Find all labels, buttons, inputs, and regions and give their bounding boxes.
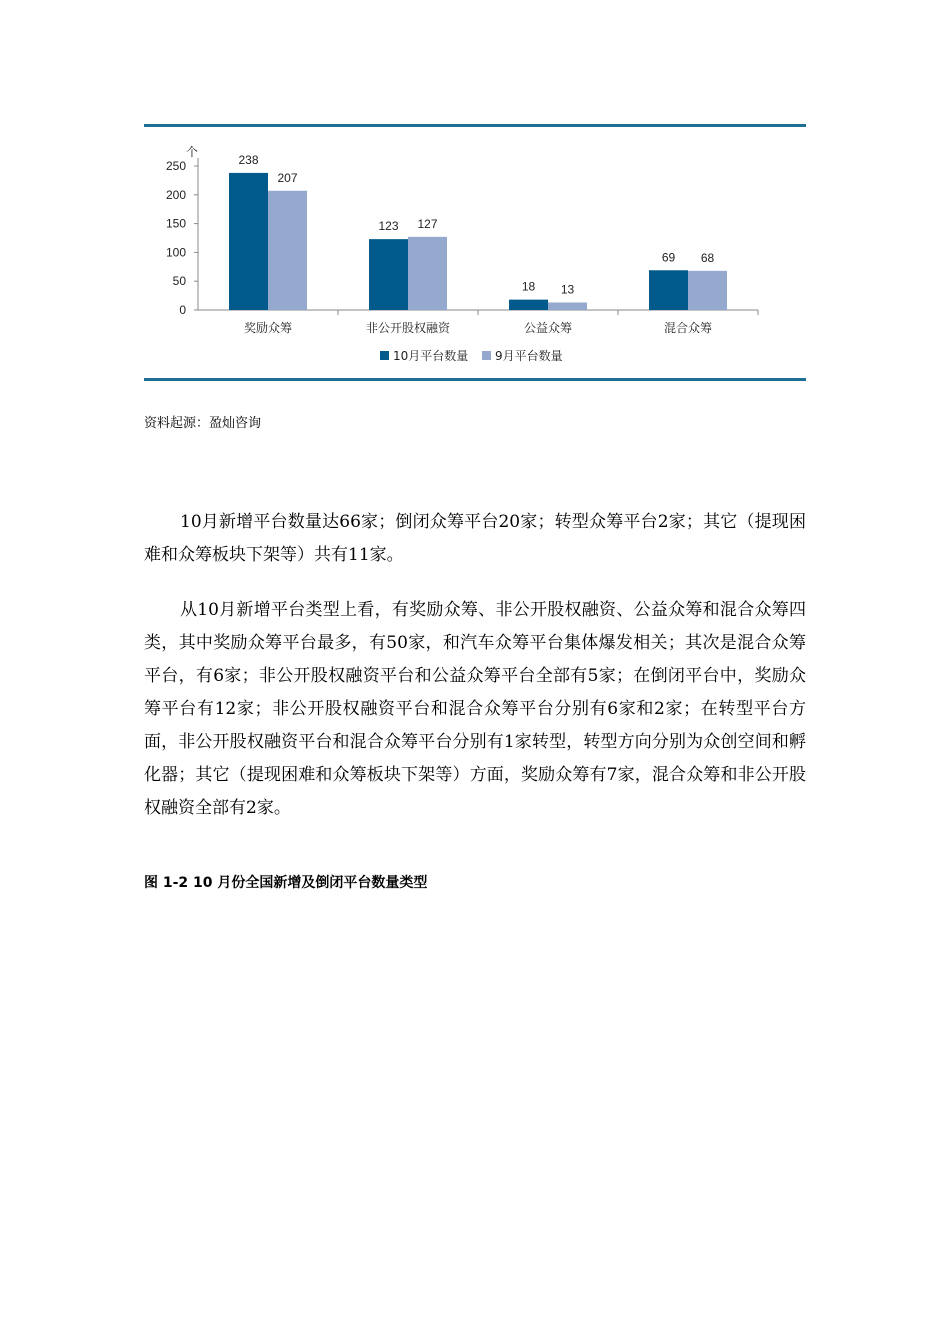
bar-sep [268, 191, 307, 310]
bar-oct [509, 300, 548, 310]
data-label: 68 [700, 250, 715, 265]
bar-sep [688, 271, 727, 310]
data-label: 69 [661, 250, 676, 265]
y-tick-label: 50 [172, 274, 186, 289]
source-note: 资料起源：盈灿咨询 [144, 416, 262, 431]
y-tick-label: 250 [165, 159, 186, 173]
category-label: 公益众筹 [523, 321, 573, 335]
y-unit-label: 个 [186, 145, 199, 159]
chart-top-rule [144, 124, 806, 127]
y-tick-label: 100 [165, 245, 186, 260]
category-label: 混合众筹 [663, 321, 713, 335]
bar-oct [649, 270, 688, 310]
y-tick-label: 200 [165, 187, 186, 202]
data-label: 18 [521, 279, 536, 294]
y-tick-label: 0 [179, 303, 186, 317]
y-tick-label: 150 [165, 216, 186, 231]
bar-sep [548, 303, 587, 310]
paragraph-1: 10月新增平台数量达66家；倒闭众筹平台20家；转型众筹平台2家；其它（提现困难和众筹板块下架等）共有11家。 [144, 512, 806, 565]
bar-sep [408, 237, 447, 310]
data-label: 13 [560, 282, 575, 297]
data-label: 238 [238, 152, 259, 167]
legend-label: 10月平台数量 [393, 349, 469, 363]
data-label: 127 [417, 216, 438, 231]
figure-caption: 图 1-2 10 月份全国新增及倒闭平台数量类型 [144, 875, 428, 891]
data-label: 123 [378, 219, 399, 234]
paragraph-2: 从10月新增平台类型上看，有奖励众筹、非公开股权融资、公益众筹和混合众筹四类，其中奖励众筹平台最多，有50家，和汽车众筹平台集体爆发相关；其次是混合众筹平台，有6家；非公开股权融资平台和公益众筹平台全部有5家；在倒闭平台中，奖励众筹平台有12家；非公开股权融资平台和混合众筹平台分别有6家和2家；在转型平台方面，非公开股权融资平台和混合众筹平台分别有1家转型，转型方向分别为众创空间和孵化器；其它（提现困难和众筹板块下架等）方面，奖励众筹有7家，混合众筹和非公开股权融资全部有2家。 [144, 600, 806, 818]
legend-swatch [380, 351, 389, 360]
category-label: 奖励众筹 [243, 321, 293, 335]
bar-chart [144, 130, 806, 378]
legend-swatch [482, 351, 491, 360]
bar-chart-svg [144, 130, 806, 378]
chart-bottom-rule [144, 378, 806, 381]
category-label: 非公开股权融资 [365, 321, 451, 335]
data-label: 207 [277, 170, 298, 185]
legend-label: 9月平台数量 [495, 349, 563, 363]
bar-oct [369, 239, 408, 310]
bar-oct [229, 173, 268, 310]
